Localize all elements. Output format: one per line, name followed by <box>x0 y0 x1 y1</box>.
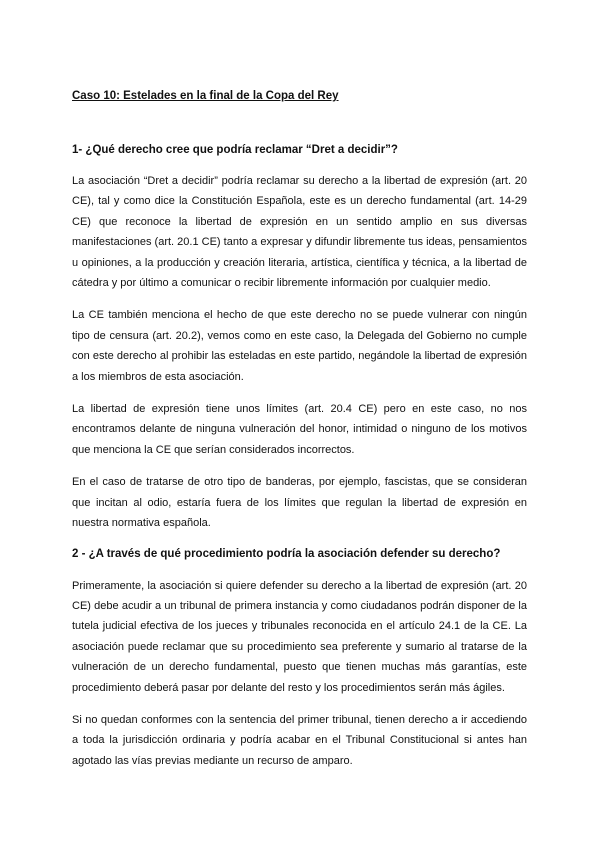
answer-1-paragraph-2: La CE también menciona el hecho de que este derecho no se puede vulnerar con ningún tipo de censura (art. 20.2), vemos como en este caso, la Delegada del Gobierno no cumple con este derecho al prohibir las esteladas en este partido, negándole la libertad de expresión a los miembros de esta asociación. <box>72 309 527 383</box>
question-2-heading: 2 - ¿A través de qué procedimiento podría la asociación defender su derecho? <box>72 547 501 560</box>
answer-2-paragraph-1: Primeramente, la asociación si quiere defender su derecho a la libertad de expresión (art. 20 CE) debe acudir a un tribunal de primera instancia y como ciudadanos podrán disponer de la tutela judicial efectiva de los jueces y tribunales reconocida en el artículo 24.1 de la CE. La asociación puede reclamar que su procedimiento sea preferente y sumario al tratarse de la vulneración de un derecho fundamental, puesto que tienen muchas más garantías, este procedimiento deberá pasar por delante del resto y los procedimientos serán más ágiles. <box>72 579 527 694</box>
answer-2-paragraph-2: Si no quedan conformes con la sentencia del primer tribunal, tienen derecho a ir accediendo a toda la jurisdicción ordinaria y podría acabar en el Tribunal Constitucional si antes han agotado las vías previas mediante un recurso de amparo. <box>72 713 527 767</box>
answer-1-paragraph-3: La libertad de expresión tiene unos límites (art. 20.4 CE) pero en este caso, no nos encontramos delante de ninguna vulneración del honor, intimidad o ninguno de los motivos que menciona la CE que serían considerados incorrectos. <box>72 403 527 456</box>
answer-1-paragraph-1: La asociación “Dret a decidir” podría reclamar su derecho a la libertad de expresión (art. 20 CE), tal y como dice la Constitución Española, este es un derecho fundamental (art. 14-29 CE) que reconoce la libertad de expresión en un sentido amplio en sus diversas manifestaciones (art. 20.1 CE) tanto a expresar y difundir libremente tus ideas, pensamientos u opiniones, a la producción y creación literaria, artística, científica y técnica, a la libertad de cátedra y por último a comunicar o recibir libremente información por cualquier medio. <box>72 175 527 290</box>
document-page <box>72 88 527 783</box>
document-title: Caso 10: Estelades en la final de la Copa del Rey <box>72 90 339 102</box>
answer-1-paragraph-4: En el caso de tratarse de otro tipo de banderas, por ejemplo, fascistas, que se consideran que incitan al odio, estaría fuera de los límites que regulan la libertad de expresión en nuestra normativa española. <box>72 476 527 530</box>
question-1-heading: 1- ¿Qué derecho cree que podría reclamar “Dret a decidir”? <box>72 144 398 156</box>
